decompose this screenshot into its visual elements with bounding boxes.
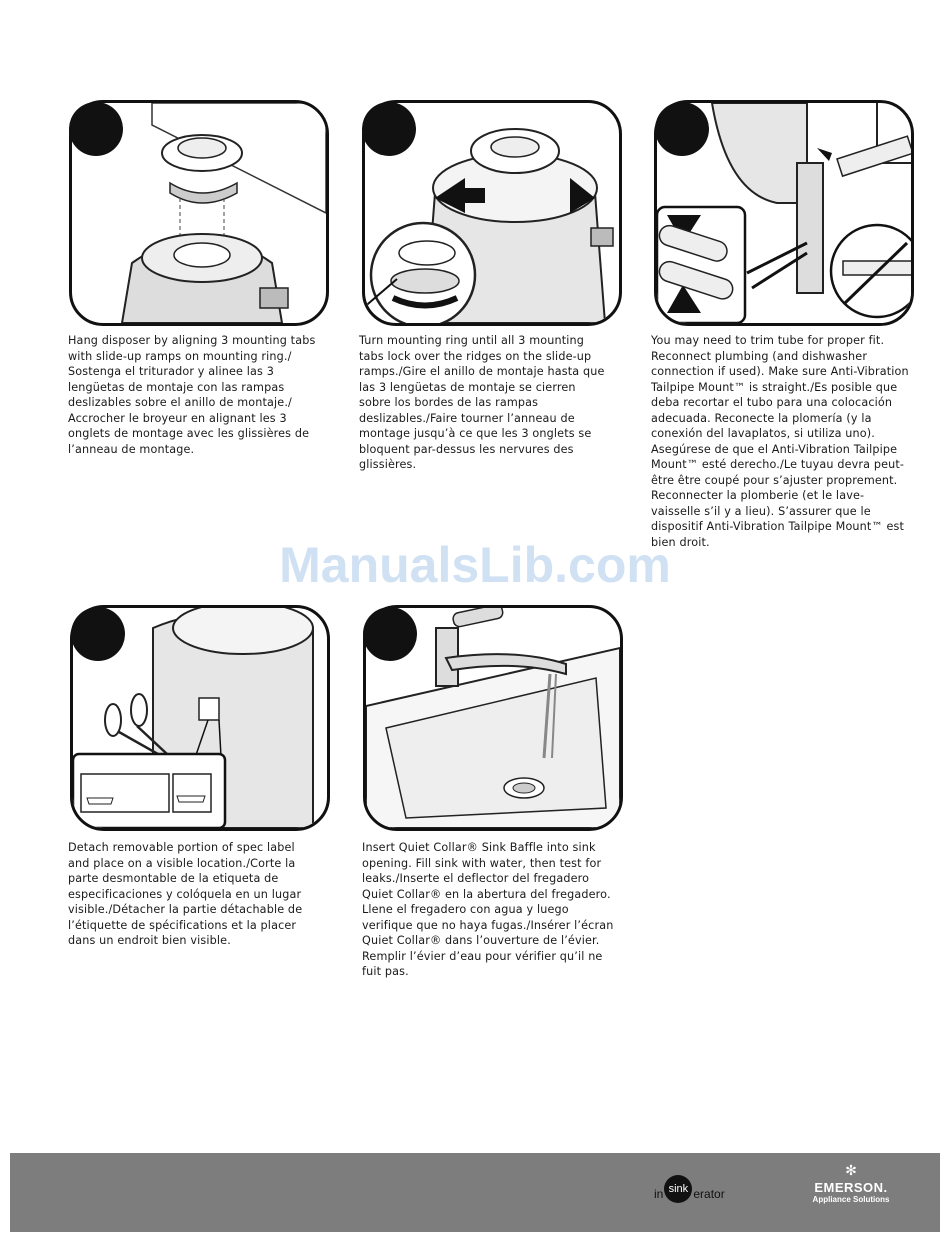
emerson-mark-icon: ✻: [845, 1162, 857, 1178]
step-1-caption: Hang disposer by aligning 3 mounting tabs with slide-up ramps on mounting ring./ Sostenga el triturador y alinee las 3 lengüetas de montaje con las rampas deslizables sobre el anillo de montaje./ Accrocher le broyeur en alignant les 3 onglets de montage avec les glissières de l’anneau de montage.: [68, 334, 316, 456]
insinkerator-logo: [654, 1175, 725, 1203]
step-5-caption: Insert Quiet Collar® Sink Baffle into sink opening. Fill sink with water, then test for leaks./Inserte el deflector del fregadero Quiet Collar® en la abertura del fregadero. Llene el fregadero con agua y luego verifique que no haya fugas./Insérer l’écran Quiet Collar® dans l’ouverture de l’évier. Remplir l’évier d’eau pour vérifier qu’il ne fuit pas.: [362, 841, 614, 978]
insinkerator-logo-prefix: in: [654, 1187, 664, 1201]
emerson-logo: [806, 1160, 896, 1204]
step-1-badge: [69, 102, 123, 156]
watermark: ManualsLib.com: [279, 537, 671, 593]
step-2-badge: [362, 102, 416, 156]
footer-bar: [10, 1153, 940, 1232]
insinkerator-logo-circle: sink: [664, 1175, 692, 1203]
emerson-name: EMERSON.: [814, 1180, 888, 1195]
step-2-caption: Turn mounting ring until all 3 mounting tabs lock over the ridges on the slide-up ramps./Gire el anillo de montaje hasta que las 3 lengüetas de montaje se cierren sobre los bordes de las rampas deslizables./Faire tourner l’anneau de montage jusqu’à ce que les 3 onglets se bloquent par-dessus les nervures des glissières.: [359, 334, 605, 471]
step-3-caption: You may need to trim tube for proper fit. Reconnect plumbing (and dishwasher connection if used). Make sure Anti-Vibration Tailpipe Mount™ is straight./Es posible que deba recortar el tubo para una colocación adecuada. Reconecte la plomería (y la conexión del lavaplatos, si utiliza uno). Asegúrese de que el Anti-Vibration Tailpipe Mount™ esté derecho./Le tuyau devra peut-être être coupé pour s’ajuster proprement. Reconnecter la plomberie (et le lave-vaisselle s’il y a lieu). S’assurer que le dispositif Anti-Vibration Tailpipe Mount™ est bien droit.: [651, 334, 909, 549]
step-4-badge: [71, 607, 125, 661]
emerson-subtitle: Appliance Solutions: [812, 1195, 890, 1204]
insinkerator-logo-suffix: erator: [693, 1187, 725, 1201]
step-3-badge: [655, 102, 709, 156]
step-4-caption: Detach removable portion of spec label and place on a visible location./Corte la parte desmontable de la etiqueta de especificaciones y colóquela en un lugar visible./Détacher la partie détachable de l’étiquette de spécifications et la placer dans un endroit bien visible.: [68, 841, 303, 947]
step-5-badge: [363, 607, 417, 661]
